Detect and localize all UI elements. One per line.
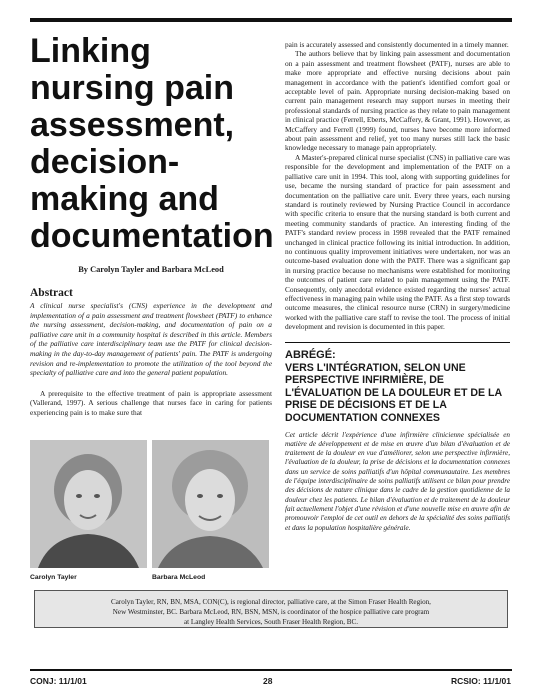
author-credentials-box	[34, 590, 508, 628]
abstract-text: A clinical nurse specialist's (CNS) experience in the development and implementation of a pain assessment and treatment flowsheet (PATF) to enhance the nursing assessment, decision-making, and documentation of pain on a palliative care unit in a community hospital is described in this article. Members of the palliative care interdisciplinary team use the PATF for clinical decision-making in the day-to-day management of patients' pain. The PATF is undergoing revision and re-implementation to promote the utilization of the tool beyond the specialty of palliative care and into the general patient population.	[30, 301, 272, 378]
left-column	[30, 30, 272, 418]
footer-journal-french: RCSIO: 11/1/01	[450, 676, 511, 686]
body-paragraph: A Master's-prepared clinical nurse specialist (CNS) in palliative care was responsible for the development and implementation of the PATF on a palliative care unit in 1994. This tool, along with supporting guidelines for use, became the nursing standard of practice for pain assessment and documentation on the palliative care unit. Every three years, each nursing standard is routinely reviewed by Nursing Practice Council in accordance with specific criteria to ensure that the nursing standard is both current and meeting community standards of practice. An interesting finding of the PATF's standard review process in 1998 revealed that the PATF remained unchanged in clinical practice following its initial introduction. In addition, no continuous quality improvement initiatives were undertaken, nor was an outcome-based evaluation done with the PATF. There was a significant gap in nursing practice because no mechanisms were established for monitoring the outcomes of patient care related to pain management using the PATF. Consequently, only anecdotal evidence existed regarding the nurses' actual effectiveness in managing pain while using the PATF. As a first step towards outcome measures, the clinical resource nurse (CRN) in surgery/medicine worked with the palliative care staff to revise the tool. The process of initial development and revision is documented in this paper.	[285, 152, 510, 332]
abrege-rule	[285, 342, 510, 343]
page-number: 28	[263, 676, 273, 686]
body-paragraph: pain is accurately assessed and consistently documented in a timely manner.	[285, 40, 509, 49]
abstract-heading: Abstract	[30, 287, 73, 299]
credentials-line: Carolyn Tayler, RN, BN, MSA, CON(C), is regional director, palliative care, at the Simon Fraser Health Region,	[111, 598, 431, 606]
author-photos	[30, 440, 272, 585]
article-title: Linking nursing pain assessment, decision-making and documentation	[30, 32, 274, 255]
photo-caption-tayler: Carolyn Tayler	[30, 574, 77, 581]
body-paragraph: The authors believe that by linking pain assessment and documentation on a pain assessment and treatment flowsheet (PATF), nurses are able to make more appropriate and effective nursing decisions about pain management in accordance with the patient's identified comfort goal or acceptable level of pain. Appropriate nursing decision-making based on current pain management research may support nurses in meeting their professional standards of nursing practice as they relate to pain management in clinical practice (Ferrell, Eberts, McCaffery, & Grant, 1991). However, as McCaffery and Ferrell (1999) found, nurses have become more informed about pain assessment and relief, yet too many nurses still lack the basic knowledge necessary to manage pain appropriately.	[285, 49, 510, 153]
top-rule	[30, 18, 512, 22]
author-photo-tayler	[30, 440, 147, 568]
author-photo-mcleod	[152, 440, 269, 568]
right-column	[285, 40, 510, 533]
intro-paragraph: A prerequisite to the effective treatment of pain is appropriate assessment (Vallerand, 1997). A serious challenge that nurses face in caring for patients experiencing pain is to make sure that	[30, 388, 272, 417]
footer-journal-english: CONJ: 11/1/01	[30, 676, 87, 686]
credentials-line: at Langley Health Services, South Fraser Health Region, BC.	[184, 618, 358, 626]
abrege-title: VERS L'INTÉGRATION, SELON UNE PERSPECTIVE INFIRMIÈRE, DE L'ÉVALUATION DE LA DOULEUR ET DE LA PRISE DE DÉCISIONS ET DE LA DOCUMENTATION CONNEXES	[285, 361, 502, 424]
abrege-heading: ABRÉGÉ:	[285, 348, 336, 361]
photo-caption-mcleod: Barbara McLeod	[152, 574, 206, 581]
abrege-text: Cet article décrit l'expérience d'une infirmière clinicienne spécialisée en matière de développement et de mise en œuvre d'un bilan d'évaluation et de traitement de la douleur en vue d'améliorer, selon une perspective infirmière, l'évaluation de la douleur, la prise de décisions et la documentation connexes dans un service de soins palliatifs d'un hôpital communautaire. Les membres de l'équipe interdisciplinaire de soins palliatifs utilisent ce bilan pour prendre des décisions de nature clinique dans le cadre de la gestion quotidienne de la douleur chez les patients. Le bilan d'évaluation et de traitement de la douleur fait actuellement l'objet d'une révision et d'une nouvelle mise en œuvre afin de promouvoir l'emploi de cet outil en dehors de la spécialité des soins palliatifs et dans la population hospitalière générale.	[285, 430, 510, 532]
byline: By Carolyn Tayler and Barbara McLeod	[78, 265, 224, 274]
credentials-line: New Westminster, BC. Barbara McLeod, RN, BSN, MSN, is coordinator of the hospice palliative care program	[112, 608, 430, 616]
bottom-rule	[30, 669, 512, 671]
